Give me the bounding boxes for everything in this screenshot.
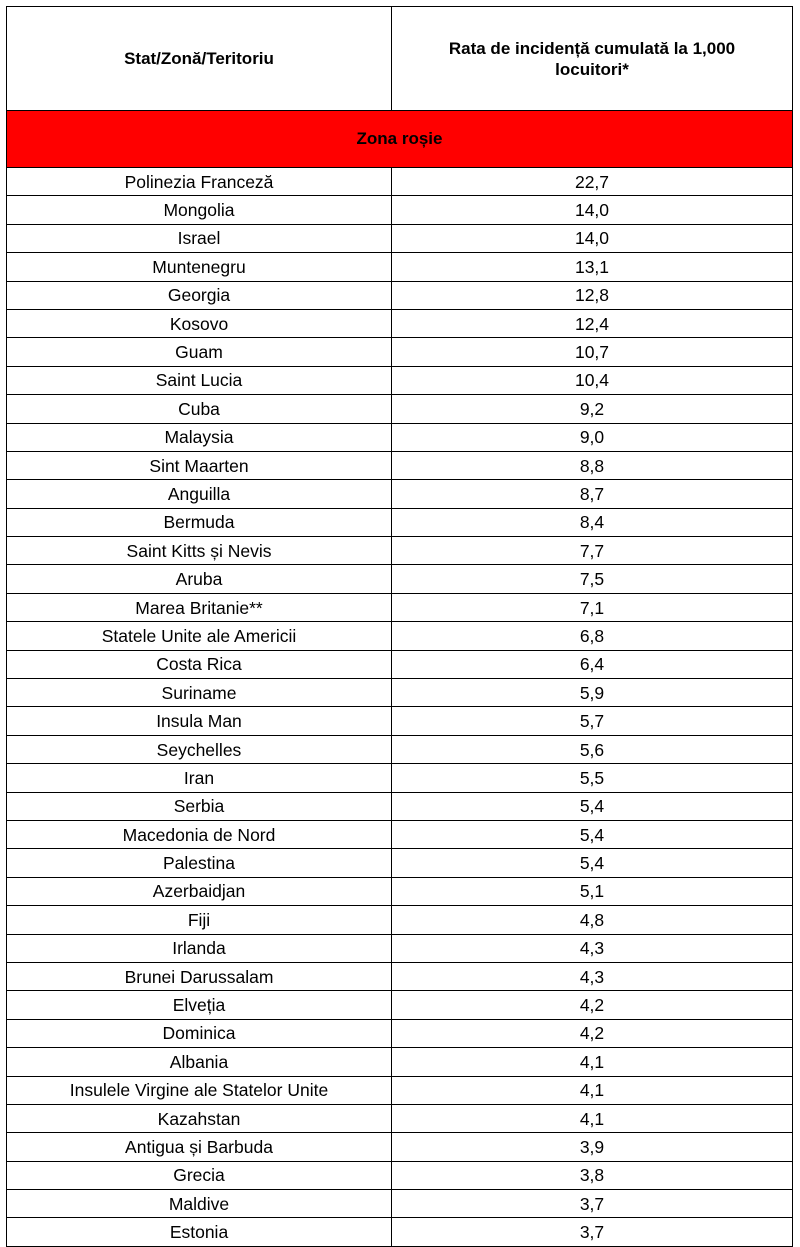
country-cell: Kazahstan — [7, 1104, 392, 1132]
table-row — [7, 1104, 793, 1132]
table-row — [7, 707, 793, 735]
rate-cell: 4,1 — [392, 1048, 793, 1076]
rate-cell: 4,1 — [392, 1076, 793, 1104]
rate-cell: 3,9 — [392, 1133, 793, 1161]
table-row — [7, 593, 793, 621]
rate-cell: 22,7 — [392, 168, 793, 196]
table-row — [7, 1161, 793, 1189]
table-row — [7, 338, 793, 366]
table-row — [7, 224, 793, 252]
country-cell: Albania — [7, 1048, 392, 1076]
rate-cell: 5,4 — [392, 792, 793, 820]
table-row — [7, 309, 793, 337]
country-cell: Insulele Virgine ale Statelor Unite — [7, 1076, 392, 1104]
table-row — [7, 196, 793, 224]
country-cell: Iran — [7, 764, 392, 792]
country-cell: Costa Rica — [7, 650, 392, 678]
table-row — [7, 565, 793, 593]
table-row — [7, 1048, 793, 1076]
document-page — [6, 6, 792, 1247]
table-row — [7, 849, 793, 877]
country-cell: Maldive — [7, 1190, 392, 1218]
country-cell: Estonia — [7, 1218, 392, 1246]
table-row — [7, 735, 793, 763]
rate-cell: 14,0 — [392, 196, 793, 224]
table-row — [7, 679, 793, 707]
table-row — [7, 168, 793, 196]
header-rate: Rata de incidență cumulată la 1,000 locuitori* — [392, 7, 793, 111]
header-country: Stat/Zonă/Teritoriu — [7, 7, 392, 111]
country-cell: Bermuda — [7, 508, 392, 536]
country-cell: Saint Lucia — [7, 366, 392, 394]
country-cell: Israel — [7, 224, 392, 252]
rate-cell: 4,2 — [392, 991, 793, 1019]
table-row — [7, 877, 793, 905]
table-row — [7, 820, 793, 848]
country-cell: Grecia — [7, 1161, 392, 1189]
rate-cell: 9,2 — [392, 395, 793, 423]
country-cell: Guam — [7, 338, 392, 366]
table-row — [7, 281, 793, 309]
table-row — [7, 962, 793, 990]
country-cell: Sint Maarten — [7, 451, 392, 479]
rate-cell: 12,4 — [392, 309, 793, 337]
table-row — [7, 622, 793, 650]
rate-cell: 4,2 — [392, 1019, 793, 1047]
rate-cell: 5,6 — [392, 735, 793, 763]
country-cell: Kosovo — [7, 309, 392, 337]
table-row — [7, 253, 793, 281]
rate-cell: 5,4 — [392, 849, 793, 877]
table-row — [7, 537, 793, 565]
rate-cell: 7,7 — [392, 537, 793, 565]
table-row — [7, 423, 793, 451]
rate-cell: 4,1 — [392, 1104, 793, 1132]
country-cell: Malaysia — [7, 423, 392, 451]
country-cell: Muntenegru — [7, 253, 392, 281]
rate-cell: 5,9 — [392, 679, 793, 707]
rate-cell: 7,5 — [392, 565, 793, 593]
country-cell: Seychelles — [7, 735, 392, 763]
country-cell: Antigua și Barbuda — [7, 1133, 392, 1161]
country-cell: Marea Britanie** — [7, 593, 392, 621]
table-row — [7, 1218, 793, 1246]
country-cell: Cuba — [7, 395, 392, 423]
rate-cell: 5,7 — [392, 707, 793, 735]
country-cell: Mongolia — [7, 196, 392, 224]
zone-label: Zona roșie — [7, 111, 793, 168]
rate-cell: 5,1 — [392, 877, 793, 905]
table-row — [7, 792, 793, 820]
rate-cell: 4,3 — [392, 934, 793, 962]
rate-cell: 6,4 — [392, 650, 793, 678]
country-cell: Serbia — [7, 792, 392, 820]
header-row — [7, 7, 793, 111]
incidence-table — [6, 6, 793, 1247]
table-row — [7, 480, 793, 508]
table-row — [7, 1076, 793, 1104]
country-cell: Saint Kitts și Nevis — [7, 537, 392, 565]
rate-cell: 13,1 — [392, 253, 793, 281]
zone-row — [7, 111, 793, 168]
table-row — [7, 1190, 793, 1218]
rate-cell: 12,8 — [392, 281, 793, 309]
table-row — [7, 508, 793, 536]
table-row — [7, 991, 793, 1019]
table-row — [7, 906, 793, 934]
rate-cell: 3,8 — [392, 1161, 793, 1189]
country-cell: Dominica — [7, 1019, 392, 1047]
country-cell: Polinezia Franceză — [7, 168, 392, 196]
rate-cell: 5,4 — [392, 820, 793, 848]
country-cell: Azerbaidjan — [7, 877, 392, 905]
table-row — [7, 366, 793, 394]
country-cell: Fiji — [7, 906, 392, 934]
table-row — [7, 650, 793, 678]
rate-cell: 3,7 — [392, 1218, 793, 1246]
country-cell: Irlanda — [7, 934, 392, 962]
rate-cell: 14,0 — [392, 224, 793, 252]
table-row — [7, 934, 793, 962]
country-cell: Brunei Darussalam — [7, 962, 392, 990]
table-row — [7, 1019, 793, 1047]
rate-cell: 8,8 — [392, 451, 793, 479]
rate-cell: 7,1 — [392, 593, 793, 621]
table-row — [7, 395, 793, 423]
country-cell: Anguilla — [7, 480, 392, 508]
rate-cell: 8,7 — [392, 480, 793, 508]
rate-cell: 4,8 — [392, 906, 793, 934]
rate-cell: 6,8 — [392, 622, 793, 650]
table-row — [7, 764, 793, 792]
rate-cell: 4,3 — [392, 962, 793, 990]
country-cell: Palestina — [7, 849, 392, 877]
rate-cell: 9,0 — [392, 423, 793, 451]
rate-cell: 8,4 — [392, 508, 793, 536]
country-cell: Suriname — [7, 679, 392, 707]
country-cell: Aruba — [7, 565, 392, 593]
country-cell: Statele Unite ale Americii — [7, 622, 392, 650]
rate-cell: 10,4 — [392, 366, 793, 394]
rate-cell: 10,7 — [392, 338, 793, 366]
country-cell: Elveția — [7, 991, 392, 1019]
table-row — [7, 1133, 793, 1161]
rate-cell: 5,5 — [392, 764, 793, 792]
rate-cell: 3,7 — [392, 1190, 793, 1218]
country-cell: Insula Man — [7, 707, 392, 735]
table-row — [7, 451, 793, 479]
country-cell: Georgia — [7, 281, 392, 309]
country-cell: Macedonia de Nord — [7, 820, 392, 848]
